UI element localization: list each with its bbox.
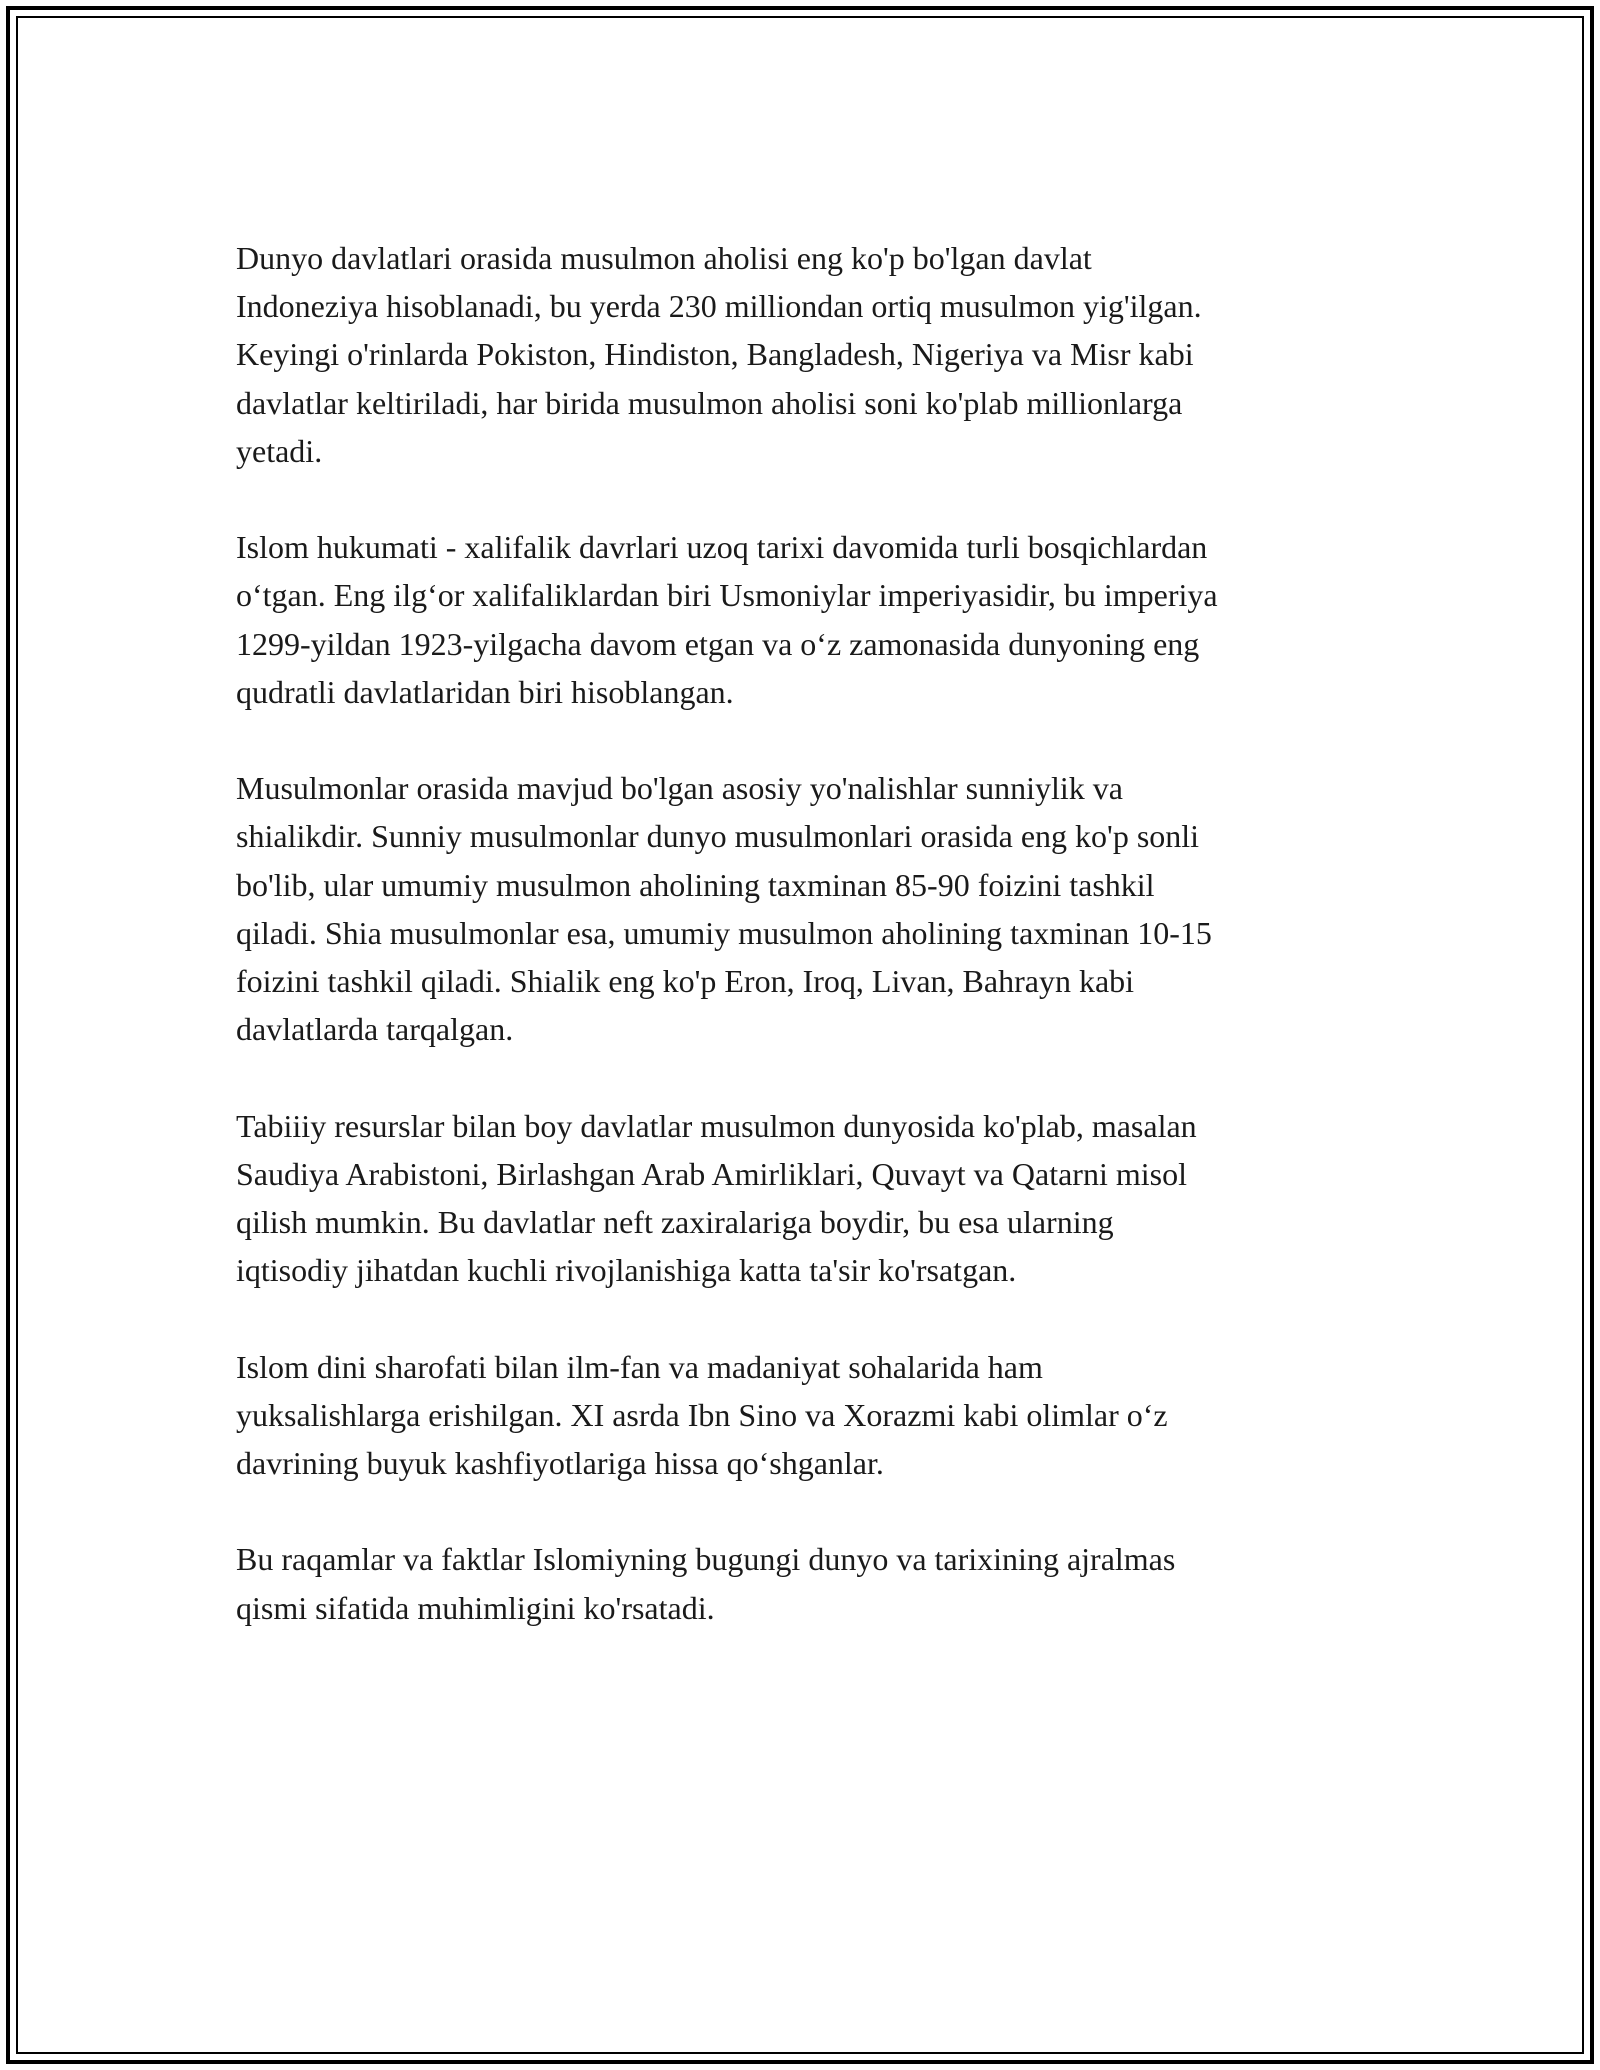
paragraph-sunni-shia: Musulmonlar orasida mavjud bo'lgan asosiy yo'nalishlar sunniylik va shialikdir. Sunniy musulmonlar dunyo musulmonlari orasida eng ko'p sonli bo'lib, ular umumiy musulmon aholining taxminan 85-90 foizini tashkil qiladi. Shia musulmonlar esa, umumiy musulmon aholining taxminan 10-15 foizini tashkil qiladi. Shialik eng ko'p Eron, Iroq, Livan, Bahrayn kabi davlatlarda tarqalgan. (236, 770, 1212, 1048)
paragraph-natural-resources: Tabiiiy resurslar bilan boy davlatlar musulmon dunyosida ko'plab, masalan Saudiya Arabistoni, Birlashgan Arab Amirliklari, Quvayt va Qatarni misol qilish mumkin. Bu davlatlar neft zaxiralariga boydir, bu esa ularning iqtisodiy jihatdan kuchli rivojlanishiga katta ta'sir ko'rsatgan. (236, 1107, 1197, 1289)
document-body (236, 234, 1376, 1680)
paragraph-conclusion: Bu raqamlar va faktlar Islomiyning bugungi dunyo va tarixining ajralmas qismi sifatida muhimligini ko'rsatadi. (236, 1541, 1176, 1626)
paragraph-caliphate-history: Islom hukumati - xalifalik davrlari uzoq tarixi davomida turli bosqichlardan o‘tgan. Eng ilg‘or xalifaliklardan biri Usmoniylar imperiyasidir, bu imperiya 1299-yildan 1923-yilgacha davom etgan va o‘z zamonasida dunyoning eng qudratli davlatlaridan biri hisoblangan. (236, 529, 1218, 710)
paragraph-science-culture: Islom dini sharofati bilan ilm-fan va madaniyat sohalarida ham yuksalishlarga erishilgan. XI asrda Ibn Sino va Xorazmi kabi olimlar o‘z davrining buyuk kashfiyotlariga hissa qo‘shganlar. (236, 1348, 1168, 1482)
paragraph-muslim-population: Dunyo davlatlari orasida musulmon aholisi eng ko'p bo'lgan davlat Indoneziya hisoblanadi, bu yerda 230 milliondan ortiq musulmon yig'ilgan. Keyingi o'rinlarda Pokiston, Hindiston, Bangladesh, Nigeriya va Misr kabi davlatlar keltiriladi, har birida musulmon aholisi soni ko'plab millionlarga yetadi. (236, 240, 1202, 469)
